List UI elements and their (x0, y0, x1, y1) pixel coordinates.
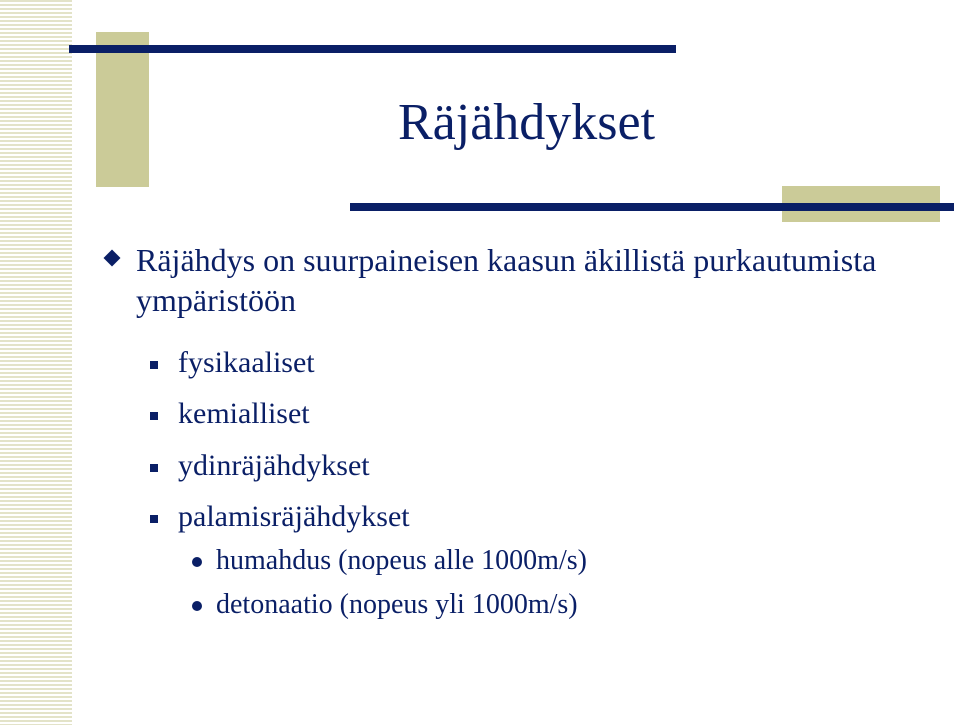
subpoint-text: palamisräjähdykset (178, 500, 410, 533)
subsubpoint-detonaatio (192, 588, 578, 622)
diamond-bullet-icon (104, 250, 121, 267)
decorative-stripe-band (0, 0, 72, 725)
subsubpoint-text: humahdus (nopeus alle 1000m/s) (216, 545, 587, 576)
subpoint-text: ydinräjähdykset (178, 449, 370, 482)
square-bullet-icon (150, 412, 158, 420)
subpoint-text: kemialliset (178, 397, 310, 430)
slide-title: Räjähdykset (398, 94, 656, 151)
subpoint-palamisrajahdykset (150, 499, 410, 535)
decorative-rule-top (69, 45, 676, 53)
round-bullet-icon (192, 557, 202, 567)
subpoint-fysikaaliset (150, 345, 315, 381)
subsubpoint-humahdus (192, 544, 587, 578)
main-point-text: Räjähdys on suurpaineisen kaasun äkillistä purkautumista ympäristöön (136, 242, 877, 318)
round-bullet-icon (192, 601, 202, 611)
decorative-tan-block-top (96, 32, 149, 187)
square-bullet-icon (150, 361, 158, 369)
decorative-rule-bottom (350, 203, 954, 211)
subpoint-kemialliset (150, 396, 310, 432)
square-bullet-icon (150, 464, 158, 472)
main-point (106, 240, 926, 320)
subsubpoint-text: detonaatio (nopeus yli 1000m/s) (216, 589, 578, 620)
subpoint-ydinrajahdykset (150, 448, 370, 484)
square-bullet-icon (150, 515, 158, 523)
subpoint-text: fysikaaliset (178, 346, 315, 379)
